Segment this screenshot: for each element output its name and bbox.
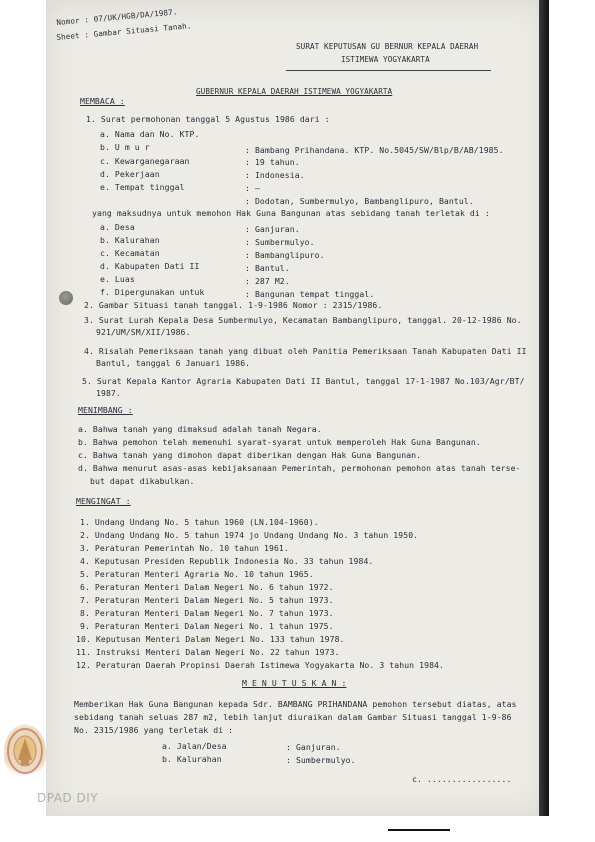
applicant-label: d. Pekerjaan — [100, 169, 160, 179]
applicant-label: c. Kewarganegaraan — [100, 156, 190, 166]
punch-hole — [59, 291, 73, 305]
membaca-item-5a: 5. Surat Kepala Kantor Agraria Kabupaten Dati II Bantul, tanggal 17-1-1987 No.103/Agr/BT/ — [82, 376, 525, 386]
mengingat-item: 11. Instruksi Menteri Dalam Negeri No. 22 tahun 1973. — [76, 647, 340, 657]
archive-logo — [4, 724, 46, 780]
document-page — [46, 0, 549, 816]
menimbang-item: d. Bahwa menurut asas-asas kebijaksanaan Pemerintah, permohonan pemohon atas tanah terse- — [78, 463, 521, 473]
menimbang-item: c. Bahwa tanah yang dimohon dapat diberikan dengan Hak Guna Bangunan. — [78, 450, 422, 460]
purpose-line: yang maksudnya untuk memohon Hak Guna Bangunan atas sebidang tanah terletak di : — [92, 208, 490, 218]
governor-heading: GUBERNUR KEPALA DAERAH ISTIMEWA YOGYAKARTA — [196, 87, 393, 96]
location-value: : Sumbermulyo. — [286, 755, 356, 765]
mengingat-item: 4. Keputusan Presiden Republik Indonesia No. 33 tahun 1984. — [80, 556, 374, 566]
memutuskan-line-1: Memberikan Hak Guna Bangunan kepada Sdr. BAMBANG PRIHANDANA pemohon tersebut diatas, atas — [74, 699, 517, 709]
mengingat-label: MENGINGAT : — [76, 496, 131, 506]
membaca-item-1: 1. Surat permohonan tanggal 5 Agustus 1986 dari : — [86, 114, 330, 124]
applicant-value: : Dodotan, Sumbermulyo, Bambanglipuro, Bantul. — [245, 196, 474, 206]
continued-marker: c. ................. — [412, 774, 512, 784]
land-value: : Bantul. — [245, 263, 290, 273]
applicant-value: : Indonesia. — [245, 170, 305, 180]
menimbang-item: b. Bahwa pemohon telah memenuhi syarat-syarat untuk memperoleh Hak Guna Bangunan. — [78, 437, 481, 447]
location-label: b. Kalurahan — [162, 754, 222, 764]
land-label: c. Kecamatan — [100, 248, 160, 258]
mengingat-item: 12. Peraturan Daerah Propinsi Daerah Istimewa Yogyakarta No. 3 tahun 1984. — [76, 660, 444, 670]
applicant-value: : — — [245, 183, 260, 193]
mengingat-item: 9. Peraturan Menteri Dalam Negeri No. 1 tahun 1975. — [80, 621, 334, 631]
land-label: a. Desa — [100, 222, 135, 232]
land-label: b. Kalurahan — [100, 235, 160, 245]
memutuskan-label: M E N U T U S K A N : — [242, 678, 347, 688]
applicant-value: : 19 tahun. — [245, 157, 300, 167]
land-label: d. Kabupaten Dati II — [100, 261, 200, 271]
membaca-item-4a: 4. Risalah Pemeriksaan tanah yang dibuat oleh Panitia Pemeriksaan Tanah Kabupaten Dati II — [84, 346, 527, 356]
land-value: : 287 M2. — [245, 276, 290, 286]
land-value: : Bambanglipuro. — [245, 250, 325, 260]
sheet-line: Sheet : Gambar Situasi Tanah. — [56, 21, 192, 42]
memutuskan-line-3: No. 2315/1986 yang terletak di : — [74, 725, 234, 735]
memutuskan-line-2: sebidang tanah seluas 287 m2, lebih lanjut diuraikan dalam Gambar Situasi tanggal 1-9-86 — [74, 712, 512, 722]
applicant-label: e. Tempat tinggal — [100, 182, 185, 192]
applicant-label: a. Nama dan No. KTP. — [100, 129, 200, 139]
scan-edge — [539, 0, 549, 816]
membaca-label: MEMBACA : — [80, 96, 125, 106]
membaca-item-5b: 1987. — [96, 388, 121, 398]
applicant-value: : Bambang Prihandana. KTP. No.5045/SW/Blp/B/AB/1985. — [245, 145, 504, 155]
mengingat-item: 7. Peraturan Menteri Dalam Negeri No. 5 tahun 1973. — [80, 595, 334, 605]
mengingat-item: 2. Undang Undang No. 5 tahun 1974 jo Undang Undang No. 3 tahun 1950. — [80, 530, 419, 540]
location-label: a. Jalan/Desa — [162, 741, 227, 751]
mengingat-item: 6. Peraturan Menteri Dalam Negeri No. 6 tahun 1972. — [80, 582, 334, 592]
land-label: f. Dipergunakan untuk — [100, 287, 205, 297]
decree-title-line-1: SURAT KEPUTUSAN GU BERNUR KEPALA DAERAH — [296, 42, 479, 51]
land-value: : Ganjuran. — [245, 224, 300, 234]
watermark-text: DPAD DIY — [37, 791, 99, 805]
archive-logo-graphic — [4, 724, 46, 780]
location-value: : Ganjuran. — [286, 742, 341, 752]
land-value: : Sumbermulyo. — [245, 237, 315, 247]
menimbang-label: MENIMBANG : — [78, 405, 133, 415]
mengingat-item: 10. Keputusan Menteri Dalam Negeri No. 133 tahun 1978. — [76, 634, 345, 644]
header-rule — [286, 70, 491, 71]
membaca-item-3b: 921/UM/SM/XII/1986. — [96, 327, 191, 337]
decree-title-line-2: ISTIMEWA YOGYAKARTA — [341, 55, 430, 64]
mengingat-item: 8. Peraturan Menteri Dalam Negeri No. 7 tahun 1973. — [80, 608, 334, 618]
mengingat-item: 5. Peraturan Menteri Agraria No. 10 tahun 1965. — [80, 569, 314, 579]
nomor-line: Nomor : 07/UK/HGB/DA/1987. — [56, 7, 178, 27]
land-value: : Bangunan tempat tinggal. — [245, 289, 375, 299]
menimbang-item: a. Bahwa tanah yang dimaksud adalah tanah Negara. — [78, 424, 322, 434]
applicant-label: b. U m u r — [100, 142, 150, 152]
membaca-item-2: 2. Gambar Situasi tanah tanggal. 1-9-1986 Nomor : 2315/1986. — [84, 300, 383, 310]
mengingat-item: 3. Peraturan Pemerintah No. 10 tahun 1961. — [80, 543, 289, 553]
mengingat-item: 1. Undang Undang No. 5 tahun 1960 (LN.104-1960). — [80, 517, 319, 527]
menimbang-item-cont: but dapat dikabulkan. — [90, 476, 195, 486]
land-label: e. Luas — [100, 274, 135, 284]
bottom-bar — [388, 829, 450, 831]
membaca-item-4b: Bantul, tanggal 6 Januari 1986. — [96, 358, 251, 368]
membaca-item-3a: 3. Surat Lurah Kepala Desa Sumbermulyo, Kecamatan Bambanglipuro, tanggal. 20-12-1986 No. — [84, 315, 522, 325]
